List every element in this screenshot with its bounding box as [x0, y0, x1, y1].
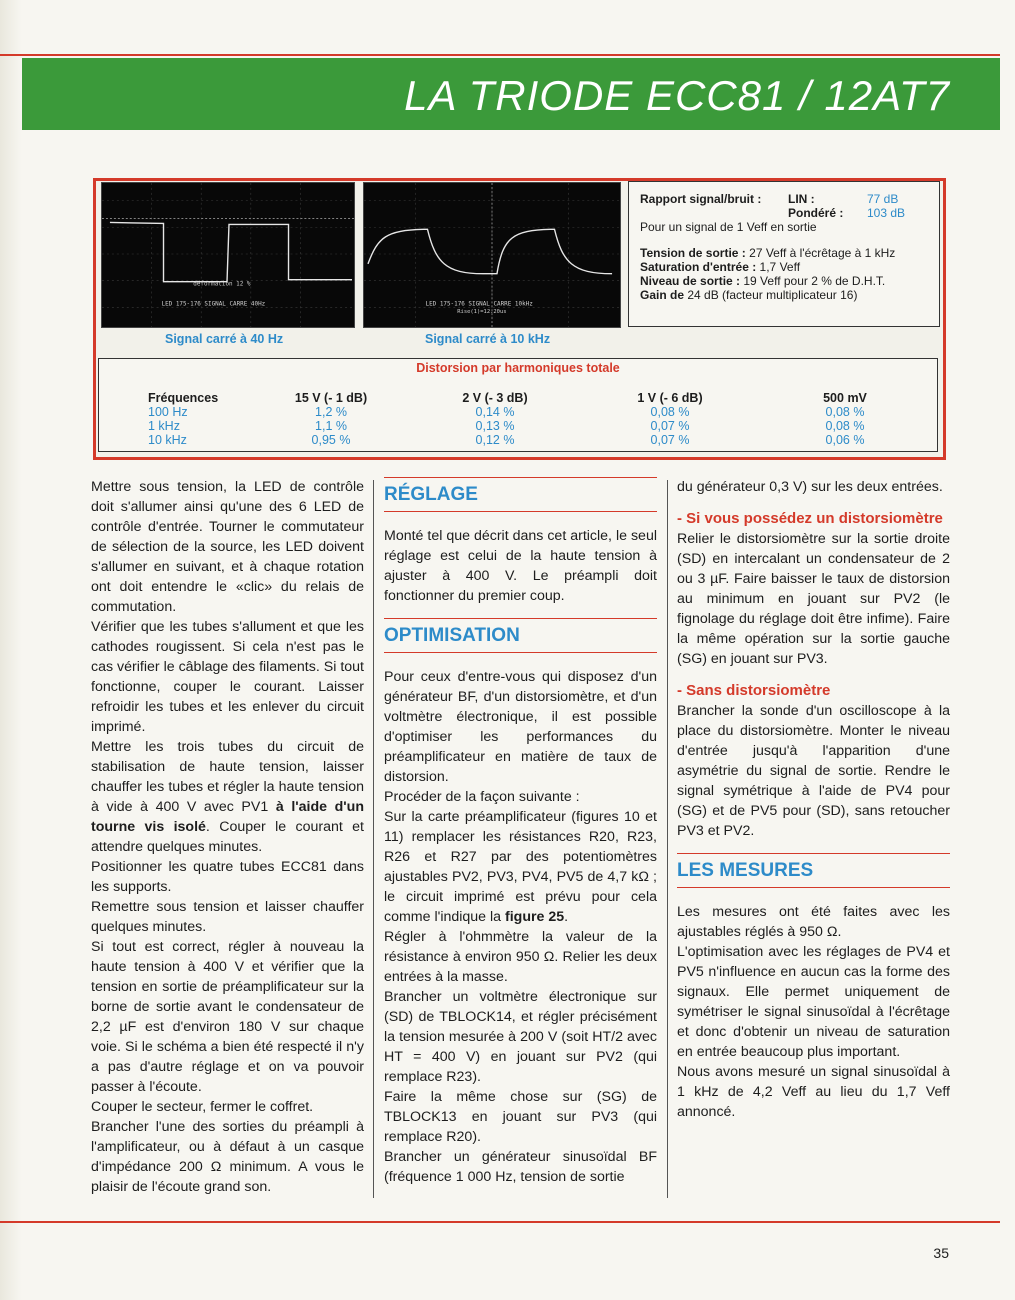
body-paragraph: Mettre sous tension, la LED de contrôle doit s'allumer ainsi qu'une des 6 LED de contrôle d'entrée. Tourner le commutateur de sélection de la source, les LED doivent s'allumer en suivant, et à chaque rotation ont doit entendre le «clic» du relais de commutation.	[91, 479, 364, 615]
body-paragraph: Remettre sous tension et laisser chauffer quelques minutes.	[91, 899, 364, 935]
emphasis-text: à l'aide d'un tourne vis isolé	[91, 799, 364, 835]
thd-freq-header: Fréquences	[148, 391, 219, 405]
body-paragraph: L'optimisation avec les réglages de PV4 et PV5 n'influence en aucun cas la forme des signaux. Elle permet uniquement de symétriser le signal sinusoïdal à l'écrêtage et donc d'obtenir un niveau de saturation en entrée beaucoup plus important.	[677, 944, 950, 1060]
body-paragraph: Couper le secteur, fermer le coffret.	[91, 1099, 314, 1115]
thd-column-15v	[291, 391, 371, 447]
top-rule	[0, 54, 1000, 56]
thd-cell: 1,2 %	[315, 405, 347, 419]
subheading-without-distortion-meter: - Sans distorsiomètre	[677, 682, 831, 699]
body-paragraph: Monté tel que décrit dans cet article, le seul réglage est celui de la haute tension à ajuster à 400 V. Le préampli doit fonctionner du premier coup.	[384, 528, 657, 604]
body-paragraph: Brancher l'une des sorties du préampli à l'amplificateur, ou à défaut à un casque d'impédance 200 Ω minimum. A vous le plaisir de l'écoute grand son.	[91, 1119, 364, 1195]
thd-title: Distorsion par harmoniques totale	[416, 361, 620, 375]
title-banner	[22, 58, 1000, 130]
weighted-label: Pondéré :	[788, 206, 844, 220]
thd-freq-100hz: 100 Hz	[148, 405, 188, 419]
scope-10khz-text-2: Rise(1)=12.20us	[457, 309, 507, 316]
section-heading-mesures: LES MESURES	[677, 853, 950, 888]
output-level-label: Niveau de sortie :	[640, 274, 741, 288]
thd-cell: 0,08 %	[825, 405, 865, 419]
subheading-with-distortion-meter: - Si vous possédez un distorsiomètre	[677, 510, 943, 527]
thd-freq-10khz: 10 kHz	[148, 433, 187, 447]
body-text: . Couper le courant et attendre quelques minutes.	[91, 819, 364, 855]
input-saturation-label: Saturation d'entrée :	[640, 260, 757, 274]
body-paragraph: Procéder de la façon suivante :	[384, 789, 580, 805]
gain-value: 24 dB (facteur multiplicateur 16)	[687, 288, 858, 302]
lin-value: 77 dB	[867, 192, 899, 206]
thd-header: 1 V (- 6 dB)	[637, 391, 703, 405]
snr-label: Rapport signal/bruit :	[640, 192, 762, 206]
thd-header: 2 V (- 3 dB)	[462, 391, 528, 405]
lin-label: LIN :	[788, 192, 815, 206]
output-voltage-label: Tension de sortie :	[640, 246, 746, 260]
scope-10khz-caption: Signal carré à 10 kHz	[425, 332, 551, 346]
scope-40hz-caption: Signal carré à 40 Hz	[165, 332, 284, 346]
body-paragraph: Nous avons mesuré un signal sinusoïdal à 1 kHz de 4,2 Veff au lieu du 1,7 Veff annoncé.	[677, 1064, 950, 1120]
thd-cell: 0,08 %	[650, 405, 690, 419]
body-paragraph: Positionner les quatre tubes ECC81 dans les supports.	[91, 859, 364, 895]
scope-screen-10khz	[363, 182, 621, 328]
body-paragraph: Si tout est correct, régler à nouveau la haute tension à 400 V et vérifier que la tension en sortie de préamplificateur sur la borne de sortie avant le condensateur de 2,2 µF est d'environ 180 V sur chaque voie. Si le schéma a bien été respecté il n'y a pas d'autre réglage et on va pouvoir passer à l'écoute.	[91, 939, 364, 1095]
body-paragraph: Régler à l'ohmmètre la valeur de la résistance à environ 950 Ω. Relier les deux entrées à la masse.	[384, 929, 657, 985]
thd-column-500mv	[805, 391, 885, 447]
section-heading-reglage: RÉGLAGE	[384, 477, 657, 512]
body-text: Sur la carte préamplificateur (figures 10 et 11) remplacer les résistances R20, R23, R26 et R27 par des potentiomètres ajustables PV2, PV3, PV4, PV5 de 4,7 kΩ ; le circuit imprimé est prévu pour cela comme l'indique la	[384, 809, 657, 925]
thd-column-1v	[630, 391, 710, 447]
section-heading-optimisation: OPTIMISATION	[384, 618, 657, 653]
body-paragraph: du générateur 0,3 V) sur les deux entrées.	[677, 479, 943, 495]
bottom-rule	[0, 1221, 1000, 1223]
scope-10khz-text-1: LED 175-176 SIGNAL CARRE 10kHz	[425, 300, 533, 308]
body-paragraph	[384, 807, 657, 927]
body-paragraph: Les mesures ont été faites avec les ajustables réglés à 950 Ω.	[677, 904, 950, 940]
body-paragraph	[91, 737, 364, 857]
text-column-2	[384, 469, 657, 1187]
body-paragraph: Faire la même chose sur (SG) de TBLOCK13 en jouant sur PV3 (qui remplace R20).	[384, 1089, 657, 1145]
input-saturation-value: 1,7 Veff	[759, 260, 801, 274]
thd-frequency-column	[148, 391, 218, 447]
thd-cell: 0,07 %	[650, 419, 690, 433]
body-paragraph: Vérifier que les tubes s'allument et que les cathodes rougissent. Si cela n'est pas le cas vérifier le câblage des filaments. Si tout fonctionne, couper le courant. Laisser refroidir les tubes et les enlever du circuit imprimé.	[91, 619, 364, 735]
page-number: 35	[933, 1245, 949, 1261]
output-level-value: 19 Veff pour 2 % de D.H.T.	[743, 274, 886, 288]
body-paragraph: Brancher un voltmètre électronique sur (SD) de TBLOCK14, et régler précisément la tension mesurée à 200 V (soit HT/2 avec HT = 400 V) en jouant sur PV2 (qui remplace R23).	[384, 989, 657, 1085]
thd-cell: 0,14 %	[475, 405, 515, 419]
text-column-1	[91, 477, 364, 1197]
body-paragraph: Relier le distorsiomètre sur la sortie droite (SD) en intercalant un condensateur de 2 ou 3 µF. Faire baisser le taux de distorsion au minimum en jouant sur PV2 (le fignolage du réglage doit être infime). Faire la même opération sur la sortie gauche (SG) en jouant sur PV3.	[677, 531, 950, 667]
snr-note: Pour un signal de 1 Veff en sortie	[640, 220, 817, 234]
body-paragraph: Pour ceux d'entre-vous qui disposez d'un générateur BF, d'un distorsiomètre, et d'un voltmètre électronique, il est possible d'optimiser les performances du préamplificateur en matière de taux de distorsion.	[384, 669, 657, 785]
output-voltage-value: 27 Veff à l'écrêtage à 1 kHz	[749, 246, 896, 260]
page-title: LA TRIODE ECC81 / 12AT7	[404, 72, 950, 119]
thd-cell: 0,07 %	[650, 433, 690, 447]
thd-cell: 0,12 %	[475, 433, 515, 447]
thd-freq-1khz: 1 kHz	[148, 419, 180, 433]
emphasis-text: figure 25	[505, 909, 565, 925]
body-paragraph: Brancher un générateur sinusoïdal BF (fréquence 1 000 Hz, tension de sortie	[384, 1149, 657, 1185]
scope-40hz-text-1: déformation 12 %	[193, 280, 251, 288]
thd-header: 15 V (- 1 dB)	[294, 391, 368, 405]
thd-cell: 0,08 %	[825, 419, 865, 433]
gain-label: Gain de	[640, 288, 685, 302]
thd-column-2v	[455, 391, 535, 447]
thd-cell: 1,1 %	[315, 419, 347, 433]
scope-screen-40hz	[101, 182, 355, 328]
thd-cell: 0,13 %	[475, 419, 515, 433]
column-divider	[373, 480, 374, 1198]
text-column-3	[677, 477, 950, 1122]
page-binding-edge	[0, 0, 22, 1300]
body-paragraph: Brancher la sonde d'un oscilloscope à la place du distorsiomètre. Monter le niveau d'entrée jusqu'à l'apparition d'une asymétrie du signal de sortie. Rendre le signal symétrique à l'aide de PV4 pour (SG) et de PV5 pour (SD), sans retoucher PV3 et PV2.	[677, 703, 950, 839]
thd-header: 500 mV	[823, 391, 867, 405]
thd-cell: 0,06 %	[825, 433, 865, 447]
body-text: .	[564, 909, 569, 925]
column-divider	[667, 480, 668, 1198]
thd-cell: 0,95 %	[311, 433, 351, 447]
specifications-box	[628, 181, 940, 327]
weighted-value: 103 dB	[867, 206, 906, 220]
body-text: Mettre les trois tubes du circuit de stabilisation de haute tension, laisser chauffer les tubes et régler la haute tension à vide à 400 V avec PV1	[91, 739, 364, 815]
thd-table	[98, 358, 938, 452]
scope-40hz-text-2: LED 175-176 SIGNAL CARRE 40Hz	[161, 300, 266, 308]
